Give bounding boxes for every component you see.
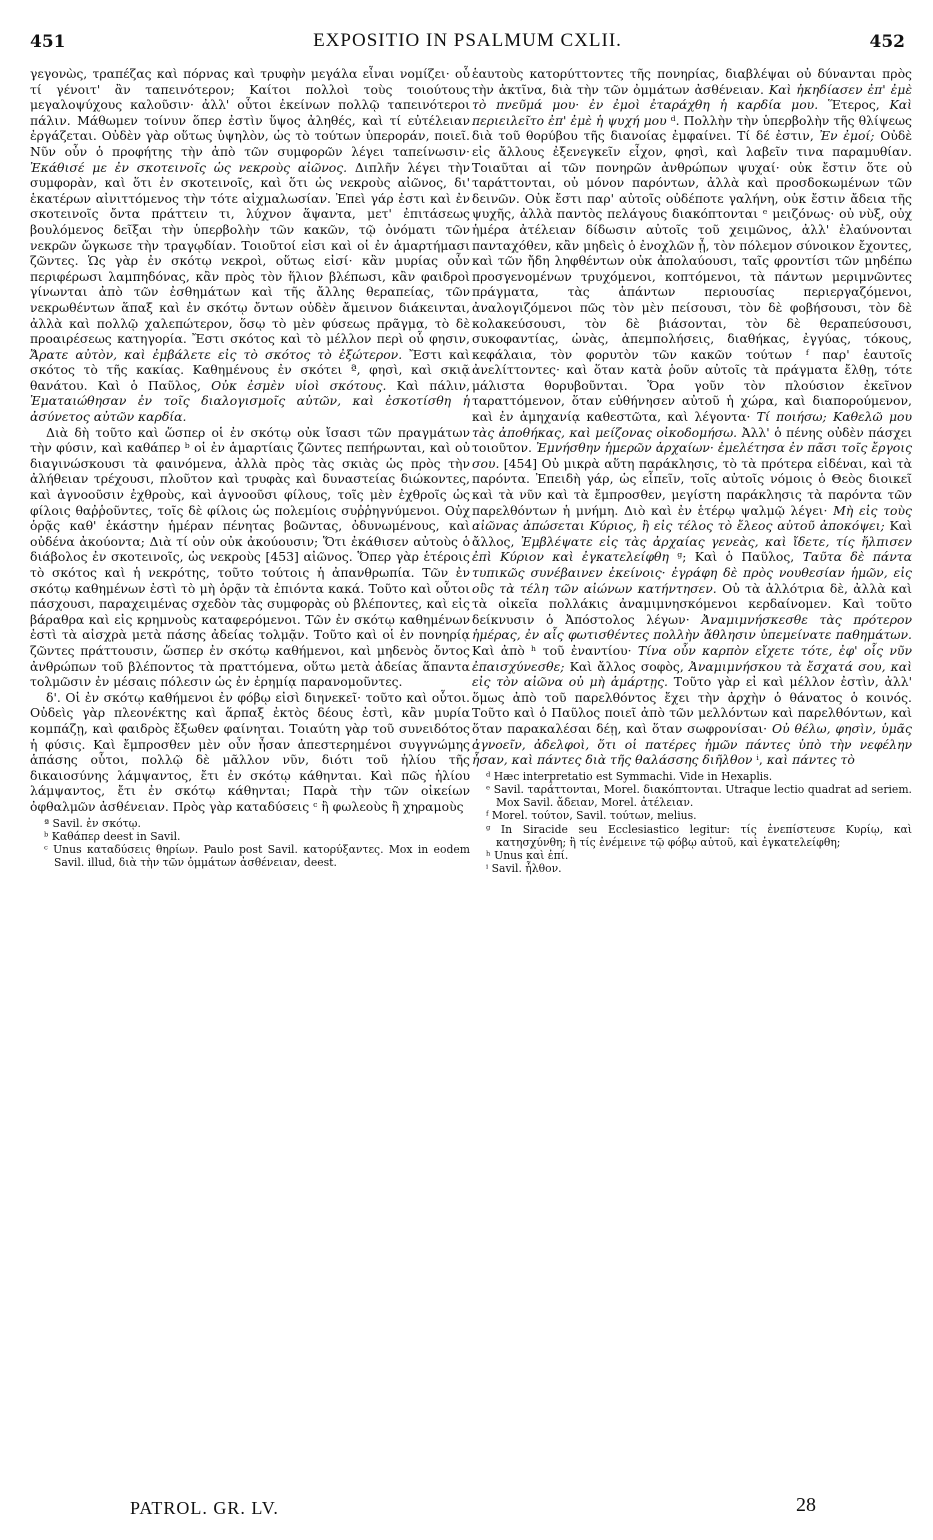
text-run: Οὐ τὰ ἀλλότρια δὲ, ἀλλὰ καὶ τὰ οἰκεῖα πολλάκις ἀναμιμνησκόμενοι κερδαίνομεν. Καὶ τοῦτο δείκνυσιν ὁ Ἀπόστολος λέγων· xyxy=(472,580,913,627)
text-run: Καὶ πάλιν, xyxy=(386,377,471,393)
footnote: ᵈ Hæc interpretatio est Symmachi. Vide in Hexaplis. xyxy=(486,769,773,783)
text-run: Ἔστι καὶ σκότος τὸ τῆς κακίας. Καθημένους ἐν σκότει ª, φησὶ, καὶ σκιᾷ θανάτου. Καὶ ὁ Παῦλος, xyxy=(30,346,471,393)
footnote: ᶠ Morel. τούτον, Savil. τούτων, melius. xyxy=(486,809,697,823)
quotation: Οὐ θέλω, φησὶν, ὑμᾶς ἀγνοεῖν, ἀδελφοὶ, ὅτι οἱ πατέρες ἡμῶν πάντες ὑπὸ τὴν νεφέλην ἦσαν, καὶ πάντες διὰ τῆς θαλάσσης διῆλθον xyxy=(472,720,912,768)
page-header xyxy=(30,28,905,58)
text-run: γεγονὼς, τραπέζας καὶ πόρνας καὶ τρυφὴν μεγάλα εἶναι νομίζει· οὗ τί γένοιτ' ἂν ταπεινότερον; Καίτοι πολλοὶ τοὺς τοιούτους μεγαλοψύχους καλοῦσιν· ἀλλ' οὗτοι ἐκείνων πολλῷ ταπεινότεροι πάλιν. Μάθωμεν τοίνυν ὅπερ ἐστὶν ὕψος ἀληθές, καὶ τί εὐτέλειαν ἐργάζεται. Οὐδὲν γὰρ οὕτως ὑψηλὸν, ὡς τὸ τούτων ὑπεροράν, ποιεῖ. Νῦν οὖν ὁ προφήτης τὴν ἀπὸ τῶν συμφορῶν λέγει ταπείνωσιν· xyxy=(30,66,470,159)
quotation: Τίνα οὖν καρπὸν εἴχετε τότε, ἐφ' οἷς νῦν ἐπαισχύνεσθε; xyxy=(472,642,912,674)
running-title: EXPOSITIO IN PSALMUM CXLII. xyxy=(313,30,622,51)
left-page-number: 451 xyxy=(30,32,66,52)
text-run: Διπλῆν λέγει τὴν συμφορὰν, καὶ ὅτι ἐν σκοτεινοῖς, καὶ ὅτι ὡς νεκροὺς αἰῶνος, δι' ἑκατέρων αἰνιττόμενος τὴν τότε αἰχμαλωσίαν. Ἐπεὶ γάρ ἐστι καὶ ἐν σκοτεινοῖς ὄντα πράττειν τι, λύχνον ἅψαντα, μετ' ἐπιτάσεως βουλόμενος δεῖξαι τὴν ὑπερβολὴν τῶν κακῶν, τῷ ὀνόματι τῶν νεκρῶν ὤγκωσε τὴν τραγῳδίαν. Τοιοῦτοί εἰσι καὶ οἱ ἐν ἁμαρτήμασι ζῶντες. Ὡς γὰρ ἐν σκότῳ νεκροὶ, οὕτως εἰσί· κἂν μυρίας οὖν περιφέρωσι λαμπηδόνας, κἂν πρὸς τὸν ἥλιον βλέπωσι, κἂν φαιδροὶ γίνωνται ἀπὸ τῶν ἐσθημάτων καὶ τῆς ἄλλης θεραπείας, τῶν νεκρωθέντων ἅπαξ καὶ ἐν σκότῳ ὄντων οὐδὲν ἄμεινον διάκεινται, ἀλλὰ καὶ πολλῷ χαλεπώτερον, ὅσῳ τὸ μὲν φύσεως πρᾶγμα, τὸ δὲ προαιρέσεως κατηγορία. Ἔστι σκότος καὶ τὸ μέλλον περὶ οὗ φησιν, xyxy=(30,159,470,347)
footnote: ᵉ Savil. ταράττονται, Morel. διακόπτονται. Utraque lectio quadrat ad seriem. Mox Savil. ἄδειαν, Morel. ἀτέλειαν. xyxy=(486,782,912,810)
text-run: Καὶ ἄλλος σοφὸς, xyxy=(564,658,689,674)
left-column xyxy=(30,66,470,869)
right-page-number: 452 xyxy=(869,32,905,52)
quotation: καὶ πάντες τὸ xyxy=(766,752,855,768)
text-run: Καὶ ἄλλος, xyxy=(472,518,912,549)
text-run: [454] Οὐ μικρὰ αὕτη παράκλησις, τὸ τὰ πρότερα εἰδέναι, καὶ τὰ παρόντα. Ἐπειδὴ γάρ, ὡς εἶπεῖν, τοῖς αὐτοῖς νόμοις ὁ Θεὸς διοικεῖ καὶ τὰ νῦν καὶ τὰ ἔμπροσθεν, μεγίστη παράκλησις τὰ παρόντα τῶν παρελθόντων ἡ μνήμη. Διὸ καὶ ἐν ἑτέρῳ ψαλμῷ λέγει· xyxy=(472,455,912,518)
signature-number: 28 xyxy=(796,1494,816,1516)
text-run: Διὰ δὴ τοῦτο καὶ ὥσπερ οἱ ἐν σκότῳ οὐκ ἴσασι τῶν πραγμάτων τὴν φύσιν, καὶ καθάπερ ᵇ οἱ ἐν ἁμαρτίαις ζῶντες πεπήρωνται, καὶ οὐ διαγινώσκουσι τὰ φαινόμενα, ἀλλὰ πρὸς τὰς σκιὰς ὡς πρὸς τὴν ἀλήθειαν τρέχουσι, πλοῦτον καὶ τρυφὰς καὶ δυναστείας διώκοντες, καὶ ἀγνοοῦσιν ἐχθροὺς, καὶ ἀγνοοῦσι φίλους, τοῖς μὲν ἐχθροῖς ὡς φίλοις θαῤῥοῦντες, τοῖς δὲ φίλοις ὡς πολεμίοις συῤῥηγνύμενοι. Οὐχ ὁρᾷς καθ' ἑκάστην ἡμέραν πένητας βοῶντας, ὀδυνωμένους, καὶ οὐδένα ἀκούοντα; Διὰ τί οὐν οὐκ ἀκούουσιν; Ὅτι ἐκάθισεν αὐτοὺς ὁ διάβολος ἐν σκοτεινοῖς, ὡς νεκροὺς [453] αἰῶνος. Ὅπερ γὰρ ἑτέροις τὸ σκότος καὶ ἡ νεκρότης, τοῦτο τούτοις ἡ ἀπανθρωπία. Τῶν ἐν σκότῳ καθημένων ἐστὶ τὸ μὴ ὁρᾷν τὰ ἐπιόντα κακά. Τοῦτο καὶ οὗτοι πάσχουσι, παραχειμένας σχεδὸν τὰς συμφορὰς οὐ βλέποντες, καὶ εἰς βάραθρα καὶ εἰς κρημνοὺς καταφερόμενοι. Τῶν ἐν σκότῳ καθημένων ἐστὶ τὰ αἰσχρὰ μετὰ πάσης ἀδείας τολμᾷν. Τοῦτο καὶ οἱ ἐν πονηρίᾳ ζῶντες πράττουσιν, ὥσπερ ἐν σκότῳ καθήμενοι, καὶ μηδενὸς ὄντος ἀνθρώπων τοῦ βλέποντος τὰ πραττόμενα, οὕτω μετὰ ἀδείας ἅπαντα τολμῶσιν ἐν μέσαις πόλεσιν ὡς ἐν ἐρημίᾳ παρανομοῦντες. xyxy=(30,424,470,690)
text-run: ᵍ; Καὶ ὁ Παῦλος, xyxy=(668,549,803,565)
footnote: ª Savil. ἐν σκότῳ. xyxy=(44,816,141,830)
text-run: ⁱ, xyxy=(752,752,767,768)
quotation: Ἐκάθισέ με ἐν σκοτεινοῖς ὡς νεκροὺς αἰῶνος. xyxy=(30,159,348,175)
footnote: ⁱ Savil. ἦλθον. xyxy=(486,862,562,876)
quotation: Τί ποιήσω; Καθελῶ μου τὰς ἀποθήκας, καὶ μείζονας οἰκοδομήσω. xyxy=(472,409,912,440)
footnotes xyxy=(472,770,912,876)
text-run: Οὐδὲ εἰς ἄλλους ἐξενεγκεῖν εἶχον, φησὶ, καὶ λαβεῖν τινα παραμυθίαν. Τοιαῦται αἱ τῶν πονηρῶν ἀνθρώπων ψυχαί· οὐκ ἔστιν ὅτε οὐ ταράττονται, οὐ μόνον παρόντων, ἀλλὰ καὶ προσδοκωμένων τῶν δεινῶν. Οὐκ ἔστι παρ' αὐτοῖς οὐδέποτε γαλήνη, οὐκ ἔστιν ἄδεια τῆς ψυχῆς, ἀλλὰ παντὸς πελάγους διακόπτονται ᵉ μειζόνως· οὐ νὺξ, οὐχ ἡμέρα ἀτέλειαν δίδωσιν αὐτοῖς τοῦ χειμῶνος, ἀλλ' ἐλαύνονται πανταχόθεν, κἂν μηδεὶς ὁ ἐνοχλῶν ᾖ, τὸν πόλεμον σύνοικον ἔχοντες, καὶ τῶν ἤδη ληφθέντων οὐκ ἀπολαύουσι, ταῖς φροντίσι τῶν μηδέπω προσγενομένων τρυχόμενοι, κοπτόμενοι, τὰ πάντων μεριμνῶντες πράγματα, τὰς ἁπάντων περιουσίας περιεργαζόμενοι, ἀναλογιζόμενοι πῶς τὸν μὲν πείσουσι, τὸν δὲ φοβήσουσι, τὸν δὲ κολακεύσουσι, τὸν δὲ βιάσονται, τὸν δὲ θεραπεύσουσι, συκοφαντίας, ὠνὰς, ἀπεμπολήσεις, διαθήκας, ἐγγύας, τόκους, κεφάλαια, τὸν φορυτὸν τῶν κακῶν τούτων ᶠ παρ' ἑαυτοῖς ἀνελίττοντες· καὶ ὅταν κατὰ ῥοῦν αὐτοῖς τὰ πράγματα ἔλθῃ, τότε μάλιστα θορυβοῦνται. Ὅρα γοῦν τὸν πλούσιον ἐκεῖνον ταραττόμενον, ὅταν εὐθήνησεν αὐτοῦ ἡ χώρα, καὶ διαπορούμενον, καὶ ἐν ἀμηχανίᾳ καθεστῶτα, καὶ λέγοντα· xyxy=(472,128,912,425)
quotation: Ἐμβλέψατε εἰς τὰς ἀρχαίας γενεὰς, καὶ ἴδετε, τίς ἤλπισεν ἐπὶ Κύριον καὶ ἐγκατελείφθη xyxy=(472,533,912,565)
quotation: Ἐματαιώθησαν ἐν τοῖς διαλογισμοῖς αὐτῶν, καὶ ἐσκοτίσθη ἡ ἀσύνετος αὐτῶν καρδία. xyxy=(30,393,470,425)
footnote: ᵇ Καθάπερ deest in Savil. xyxy=(44,829,181,843)
paragraph xyxy=(30,425,470,690)
paragraph xyxy=(472,66,912,768)
paragraph xyxy=(30,66,470,425)
footnotes xyxy=(30,817,470,870)
text-run: ᵈ. Πολλὴν τὴν ὑπερβολὴν τῆς θλίψεως διὰ τοῦ θορύβου τῆς διανοίας ἐμφαίνει. Τί δέ ἐστιν, xyxy=(472,112,912,144)
right-column xyxy=(472,66,912,875)
footnote: ʰ Unus καὶ ἐπί. xyxy=(486,848,569,862)
quotation: Ταῦτα δὲ πάντα τυπικῶς συνέβαινεν ἐκείνοις· ἐγράφη δὲ πρὸς νουθεσίαν ἡμῶν, εἰς οὓς τὰ τέλη τῶν αἰώνων κατήντησεν. xyxy=(472,549,912,596)
text-run: ἑαυτοὺς κατορύττοντες τῆς πονηρίας, διαβλέψαι οὐ δύνανται πρὸς τὴν ἀκτῖνα, διὰ τὴν τῶν ὀμμάτων ἀσθένειαν. xyxy=(472,66,912,97)
text-run: Ἀλλ' ὁ πένης οὐδὲν πάσχει τοιοῦτον. xyxy=(472,424,912,456)
text-run: δ'. Οἱ ἐν σκότῳ καθήμενοι ἐν φόβῳ εἰσὶ διηνεκεῖ· τοῦτο καὶ οὗτοι. Οὐδεὶς γὰρ πλεονέκτης καὶ ἅρπαξ ἐκτὸς δέους ἐστὶ, κἂν μυρία κομπάζῃ, καὶ φαιδρὸς ἔξωθεν φαίνηται. Τοιαύτη γὰρ τοῦ συνειδότος ἡ φύσις. Καὶ ἔμπροσθεν μὲν οὖν ἦσαν ἀπεστερημένοι συγγνώμης ἁπάσης οὗτοι, πολλῷ δὲ μᾶλλον νῦν, διότι τοῦ ἡλίου τῆς δικαιοσύνης λάμψαντος, ἔτι ἐν σκότῳ κάθηνται. Καὶ πῶς ἡλίου λάμψαντος, ἔτι ἐν σκότῳ κάθηνται; Παρὰ τὴν τῶν οἰκείων ὀφθαλμῶν ἀσθένειαν. Πρὸς γὰρ καταδύσεις ᶜ ἢ φωλεοὺς ἢ χηραμοὺς xyxy=(30,689,470,814)
text-run: Ἕτερος, xyxy=(818,97,890,113)
quotation: Ἀναμιμνήσκου τὰ ἔσχατά σου, καὶ εἰς τὸν αἰῶνα οὐ μὴ ἁμάρτῃς. xyxy=(472,658,912,690)
quotation: Καὶ ἠκηδίασεν ἐπ' ἐμὲ τὸ πνεῦμά μου· ἐν ἐμοὶ ἐταράχθη ἡ καρδία μου. xyxy=(472,81,912,113)
text-run: Τοῦτο γὰρ εἰ καὶ μέλλον ἐστὶν, ἀλλ' ὅμως ἀπὸ τοῦ παρελθόντος ἔχει τὴν ἀρχὴν ὁ θάνατος ὁ κοινός. Τοῦτο καὶ ὁ Παῦλος ποιεῖ ἀπὸ τῶν μελλόντων καὶ παρελθόντων, καὶ ὅταν παρακαλέσαι δέῃ, καὶ ὅταν σωφρονίσαι· xyxy=(472,674,912,736)
quotation: Ἄρατε αὐτὸν, καὶ ἐμβάλετε εἰς τὸ σκότος τὸ ἐξώτερον. xyxy=(30,346,403,362)
footnote: ᵍ In Siracide seu Ecclesiastico legitur: τίς ἐνεπίστευσε Κυρίῳ, καὶ κατησχύνθη; ἢ τίς ἐνέμεινε τῷ φόβῳ αὐτοῦ, καὶ ἐγκατελείφθη; xyxy=(486,822,912,849)
quotation: Οὐκ ἐσμὲν υἱοὶ σκότους. xyxy=(211,377,387,393)
quotation: Μὴ εἰς τοὺς αἰῶνας ἀπώσεται Κύριος, ἢ εἰς τέλος τὸ ἔλεος αὐτοῦ ἀποκόψει; xyxy=(472,502,912,534)
series-signature: PATROL. GR. LV. xyxy=(130,1498,279,1518)
quotation: Ἐν ἐμοί; xyxy=(819,128,875,144)
footnote: ᶜ Unus καταδύσεις θηρίων. Paulo post Savil. κατορύξαντες. Mox in eodem Savil. illud, διὰ τὴν τῶν ὀμμάτων ἀσθένειαν, deest. xyxy=(44,842,470,870)
paragraph xyxy=(30,690,470,815)
quotation: Ἐμνήσθην ἡμερῶν ἀρχαίων· ἐμελέτησα ἐν πᾶσι τοῖς ἔργοις σου. xyxy=(472,440,913,471)
text-run: Καὶ ἀπὸ ʰ τοῦ ἐναντίου· xyxy=(472,642,638,658)
quotation: Ἀναμιμνήσκεσθε τὰς πρότερον ἡμέρας, ἐν αἷς φωτισθέντες πολλὴν ἄθλησιν ὑπεμείνατε παθημάτων. xyxy=(472,611,912,643)
quotation: Καὶ περιειλεῖτο ἐπ' ἐμὲ ἡ ψυχή μου xyxy=(472,97,913,128)
